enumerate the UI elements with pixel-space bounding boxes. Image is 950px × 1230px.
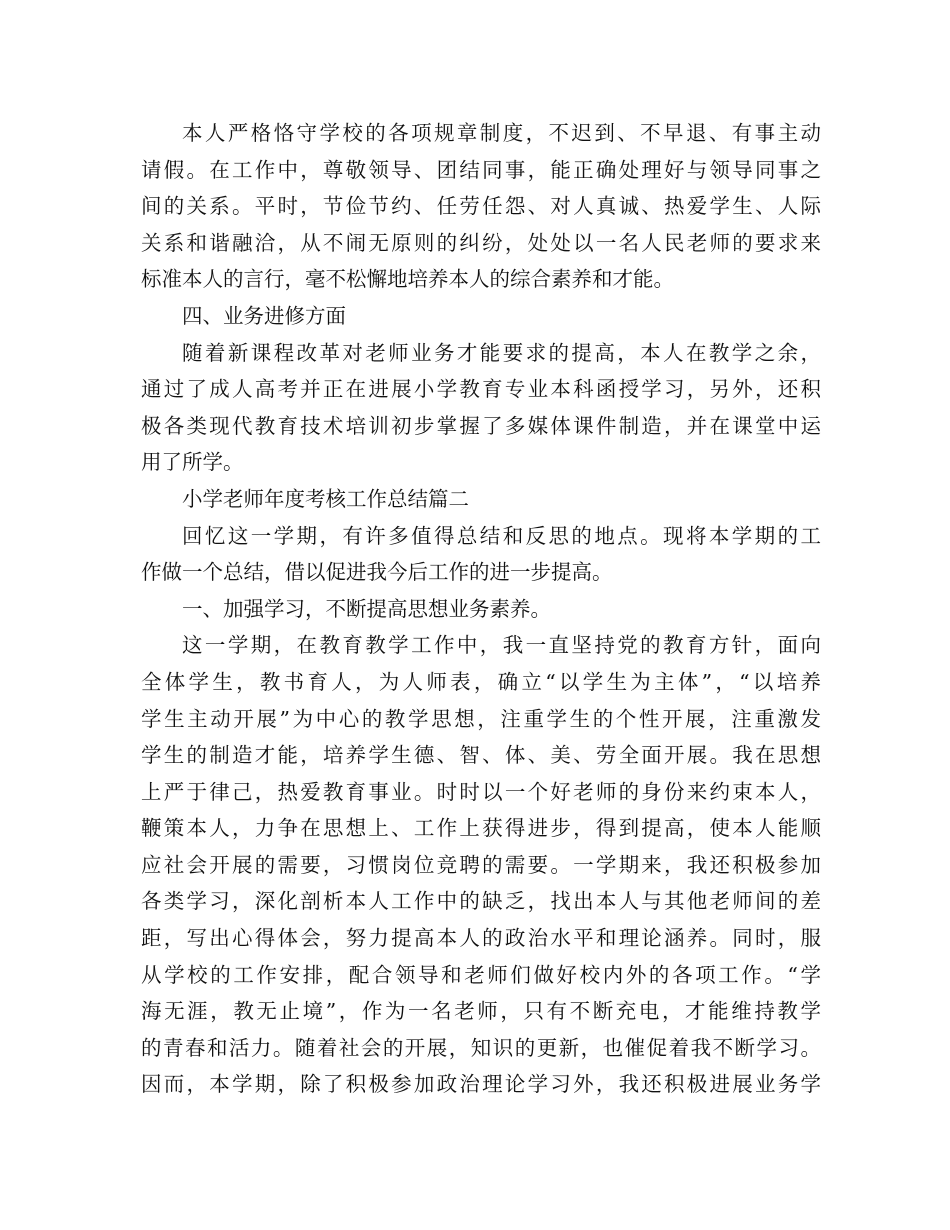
- text-line: 回忆这一学期，有许多值得总结和反思的地点。现将本学期的工: [182, 523, 821, 548]
- text-line: 全体学生，教书育人，为人师表，确立“以学生为主体”，“以培养: [141, 669, 821, 694]
- article-title: 小学老师年度考核工作总结篇二: [182, 486, 469, 511]
- text-line: 海无涯，教无止境”，作为一名老师，只有不断充电，才能维持教学: [141, 999, 821, 1024]
- text-line: 距，写出心得体会，努力提高本人的政治水平和理论涵养。同时，服: [141, 926, 821, 951]
- text-line: 极各类现代教育技术培训初步掌握了多媒体课件制造，并在课堂中运: [141, 413, 821, 438]
- text-line: 学生主动开展”为中心的教学思想，注重学生的个性开展，注重激发: [141, 706, 821, 731]
- text-line: 上严于律己，热爱教育事业。时时以一个好老师的身份来约束本人，: [141, 779, 821, 804]
- text-line: 鞭策本人，力争在思想上、工作上获得进步，得到提高，使本人能顺: [141, 816, 821, 841]
- text-line: 从学校的工作安排，配合领导和老师们做好校内外的各项工作。“学: [141, 962, 821, 987]
- text-line: 的青春和活力。随着社会的开展，知识的更新，也催促着我不断学习。: [141, 1035, 821, 1060]
- text-line: 间的关系。平时，节俭节约、任劳任怨、对人真诚、热爱学生、人际: [141, 194, 821, 219]
- text-line: 这一学期，在教育教学工作中，我一直坚持党的教育方针，面向: [182, 633, 821, 658]
- text-line: 关系和谐融洽，从不闹无原则的纠纷，处处以一名人民老师的要求来: [141, 230, 821, 255]
- text-line: 用了所学。: [141, 450, 244, 475]
- text-line: 通过了成人高考并正在进展小学教育专业本科函授学习，另外，还积: [141, 377, 821, 402]
- text-line: 本人严格恪守学校的各项规章制度，不迟到、不早退、有事主动: [182, 121, 821, 145]
- section-heading: 四、业务进修方面: [182, 303, 346, 328]
- text-line: 学生的制造才能，培养学生德、智、体、美、劳全面开展。我在思想: [141, 743, 821, 768]
- document-body: [141, 115, 821, 1103]
- text-line: 作做一个总结，借以促进我今后工作的进一步提高。: [141, 560, 613, 585]
- text-line: 标准本人的言行，毫不松懈地培养本人的综合素养和才能。: [141, 267, 674, 292]
- text-line: 应社会开展的需要，习惯岗位竞聘的需要。一学期来，我还积极参加: [141, 852, 821, 877]
- text-line: 请假。在工作中，尊敬领导、团结同事，能正确处理好与领导同事之: [141, 157, 821, 182]
- section-heading: 一、加强学习，不断提高思想业务素养。: [182, 596, 551, 621]
- text-line: 因而，本学期，除了积极参加政治理论学习外，我还积极进展业务学: [141, 1072, 821, 1097]
- text-line: 随着新课程改革对老师业务才能要求的提高，本人在教学之余，: [182, 340, 821, 365]
- text-line: 各类学习，深化剖析本人工作中的缺乏，找出本人与其他老师间的差: [141, 889, 821, 914]
